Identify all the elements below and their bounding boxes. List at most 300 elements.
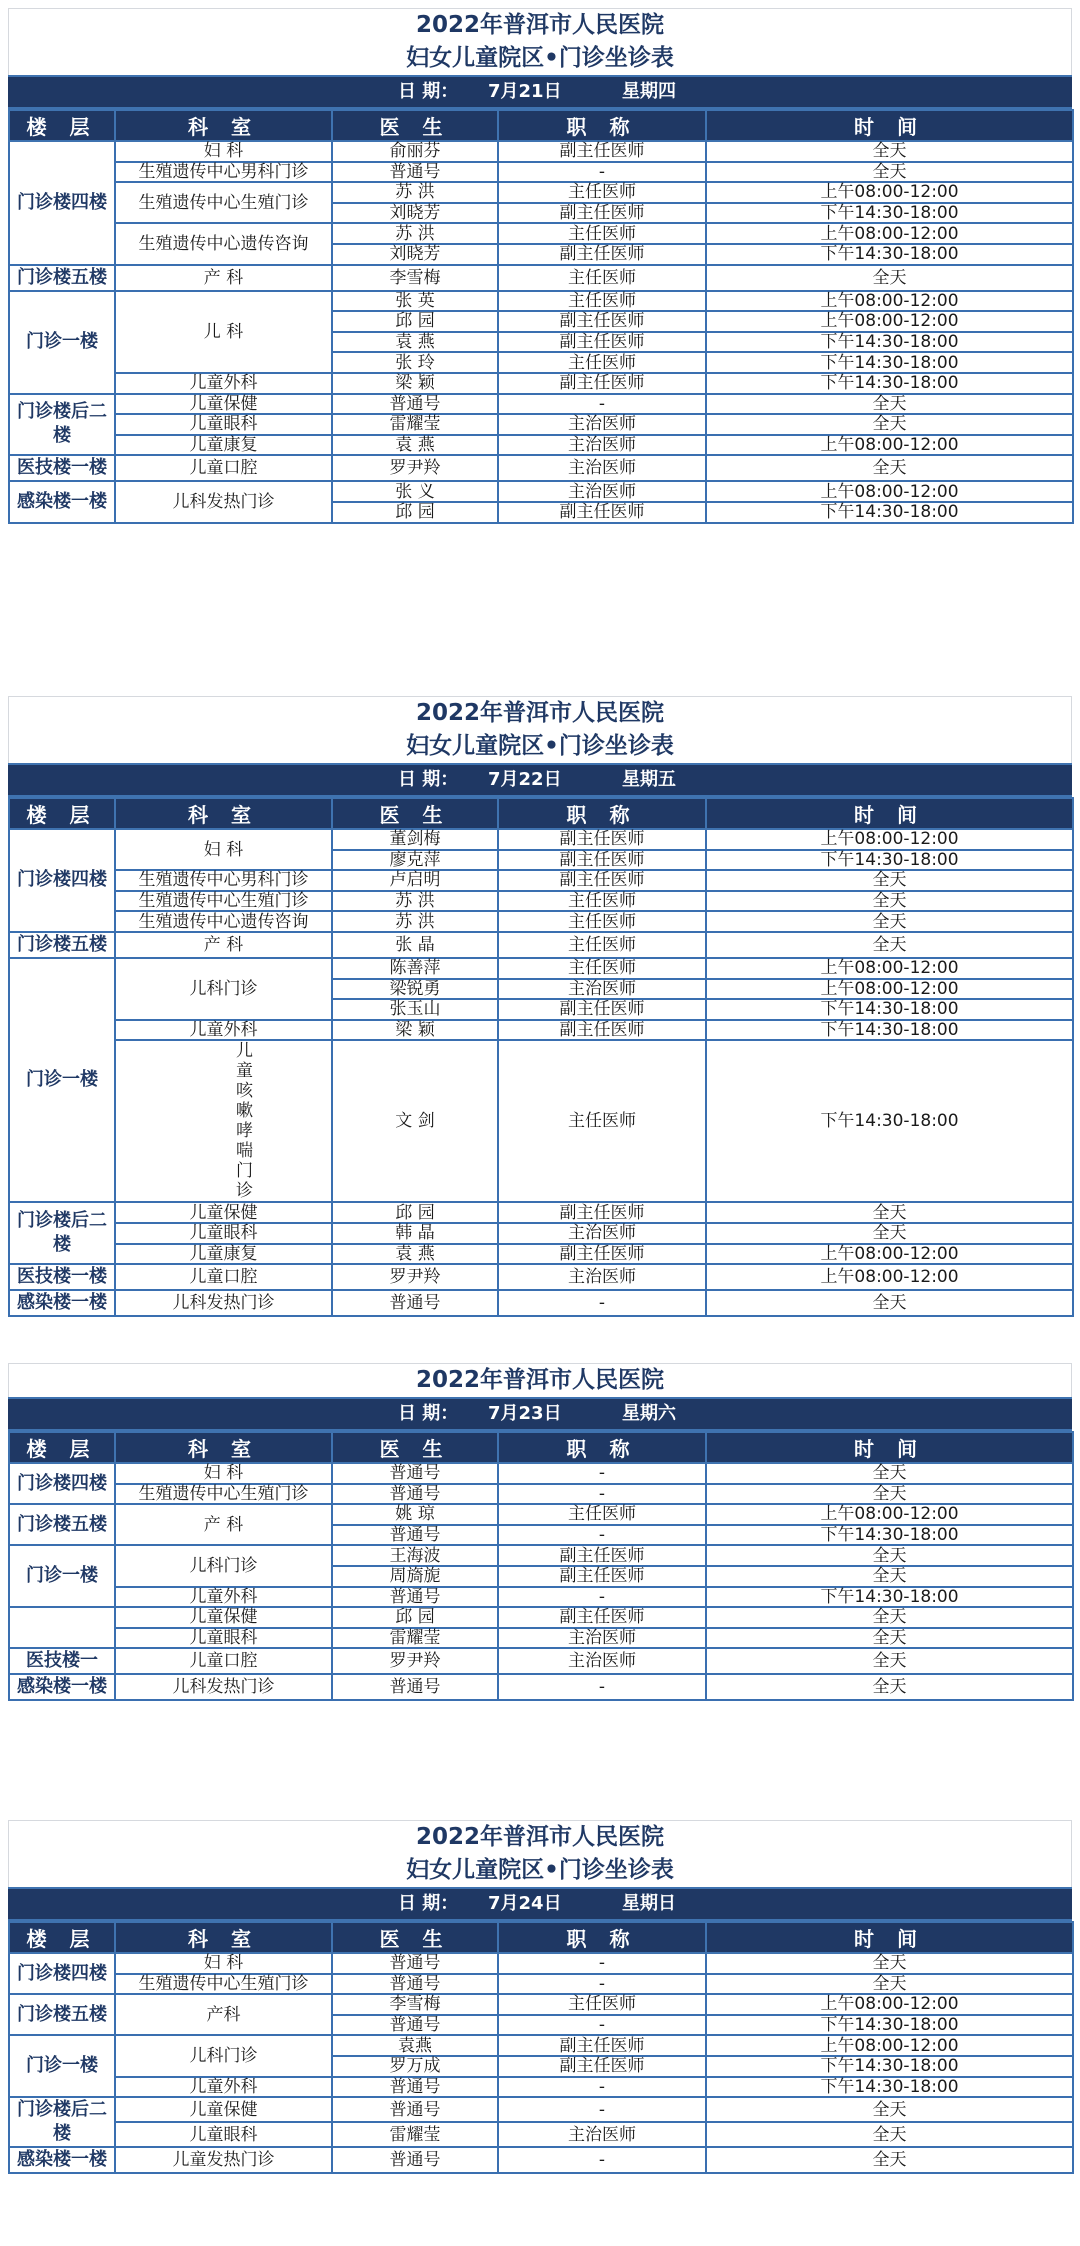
table-row — [9, 1545, 1073, 1566]
title-cell: 主治医师 — [498, 2122, 706, 2147]
department-cell: 生殖遗传中心生殖门诊 — [115, 1974, 332, 1995]
title-cell: - — [498, 2077, 706, 2098]
header-time: 时 间 — [706, 1432, 1073, 1463]
department-cell: 儿童眼科 — [115, 1223, 332, 1244]
time-cell: 下午14:30-18:00 — [706, 2056, 1073, 2077]
title-cell: - — [498, 1587, 706, 1608]
title-cell: 副主任医师 — [498, 1020, 706, 1041]
date-bar — [8, 1887, 1072, 1921]
time-cell: 全天 — [706, 891, 1073, 912]
title-line: 妇女儿童院区•门诊坐诊表 — [406, 733, 674, 759]
doctor-cell: 罗万成 — [332, 2056, 498, 2077]
header-title: 职 称 — [498, 1432, 706, 1463]
doctor-cell: 普通号 — [332, 394, 498, 415]
date-bar — [8, 75, 1072, 109]
department-cell: 儿童发热门诊 — [115, 2147, 332, 2173]
table-row — [9, 1674, 1073, 1700]
date-label: 日 期： — [398, 1403, 459, 1424]
schedule-sheet-0722 — [8, 696, 1072, 1317]
table-row — [9, 2077, 1073, 2098]
table-row — [9, 1628, 1073, 1649]
title-cell: 副主任医师 — [498, 311, 706, 332]
date-label: 日 期： — [398, 1893, 459, 1914]
doctor-cell: 普通号 — [332, 1525, 498, 1546]
table-row — [9, 1202, 1073, 1223]
doctor-cell: 普通号 — [332, 2147, 498, 2173]
time-cell: 下午14:30-18:00 — [706, 1040, 1073, 1202]
floor-cell: 医技楼一 — [9, 1648, 115, 1674]
title-cell: 主任医师 — [498, 265, 706, 291]
table-row — [9, 1994, 1073, 2015]
schedule-table — [8, 797, 1074, 1317]
time-cell: 全天 — [706, 1545, 1073, 1566]
sheet-title — [8, 696, 1072, 763]
header-row — [9, 798, 1073, 829]
time-cell: 全天 — [706, 1648, 1073, 1674]
department-cell: 生殖遗传中心遗传咨询 — [115, 223, 332, 264]
header-doctor: 医 生 — [332, 1432, 498, 1463]
floor-cell — [9, 1607, 115, 1648]
time-cell: 全天 — [706, 932, 1073, 958]
header-department: 科 室 — [115, 110, 332, 141]
time-cell: 上午08:00-12:00 — [706, 958, 1073, 979]
time-cell: 下午14:30-18:00 — [706, 352, 1073, 373]
department-cell: 儿童外科 — [115, 1587, 332, 1608]
doctor-cell: 韩 晶 — [332, 1223, 498, 1244]
time-cell: 全天 — [706, 1628, 1073, 1649]
time-cell: 下午14:30-18:00 — [706, 244, 1073, 265]
doctor-cell: 普通号 — [332, 1974, 498, 1995]
table-row — [9, 1223, 1073, 1244]
department-cell: 生殖遗传中心男科门诊 — [115, 870, 332, 891]
doctor-cell: 雷耀莹 — [332, 1628, 498, 1649]
time-cell: 全天 — [706, 455, 1073, 481]
weekday-value: 星期六 — [622, 1403, 676, 1424]
title-cell: 主治医师 — [498, 1648, 706, 1674]
floor-cell: 门诊一楼 — [9, 1545, 115, 1607]
table-row — [9, 435, 1073, 456]
floor-cell: 门诊楼四楼 — [9, 1463, 115, 1504]
floor-cell: 医技楼一楼 — [9, 1264, 115, 1290]
title-cell: 副主任医师 — [498, 1566, 706, 1587]
doctor-cell: 普通号 — [332, 1953, 498, 1974]
weekday-value: 星期五 — [622, 769, 676, 790]
floor-cell: 门诊一楼 — [9, 2035, 115, 2097]
header-time: 时 间 — [706, 798, 1073, 829]
time-cell: 下午14:30-18:00 — [706, 1020, 1073, 1041]
floor-cell: 门诊一楼 — [9, 291, 115, 394]
department-cell: 儿科门诊 — [115, 1545, 332, 1586]
doctor-cell: 张 英 — [332, 291, 498, 312]
department-cell: 儿童眼科 — [115, 414, 332, 435]
time-cell: 全天 — [706, 911, 1073, 932]
time-cell: 全天 — [706, 162, 1073, 183]
doctor-cell: 俞丽芬 — [332, 141, 498, 162]
time-cell: 上午08:00-12:00 — [706, 2035, 1073, 2056]
doctor-cell: 张 玲 — [332, 352, 498, 373]
doctor-cell: 梁 颖 — [332, 373, 498, 394]
title-cell: 副主任医师 — [498, 332, 706, 353]
title-cell: 副主任医师 — [498, 2056, 706, 2077]
title-cell: 主任医师 — [498, 911, 706, 932]
title-cell: 主治医师 — [498, 979, 706, 1000]
time-cell: 上午08:00-12:00 — [706, 182, 1073, 203]
floor-cell: 医技楼一楼 — [9, 455, 115, 481]
department-cell: 儿童口腔 — [115, 455, 332, 481]
time-cell: 全天 — [706, 870, 1073, 891]
doctor-cell: 雷耀莹 — [332, 414, 498, 435]
doctor-cell: 普通号 — [332, 1587, 498, 1608]
floor-cell: 门诊楼后二楼 — [9, 394, 115, 456]
time-cell: 上午08:00-12:00 — [706, 435, 1073, 456]
department-cell: 儿童口腔 — [115, 1648, 332, 1674]
table-row — [9, 2122, 1073, 2147]
floor-cell: 感染楼一楼 — [9, 1290, 115, 1316]
time-cell: 全天 — [706, 1566, 1073, 1587]
time-cell: 全天 — [706, 1484, 1073, 1505]
doctor-cell: 邱 园 — [332, 502, 498, 523]
title-cell: 副主任医师 — [498, 1202, 706, 1223]
header-doctor: 医 生 — [332, 798, 498, 829]
doctor-cell: 刘晓芳 — [332, 244, 498, 265]
title-cell: 主任医师 — [498, 1994, 706, 2015]
doctor-cell: 张玉山 — [332, 999, 498, 1020]
title-cell: 主治医师 — [498, 435, 706, 456]
time-cell: 全天 — [706, 141, 1073, 162]
schedule-table — [8, 1921, 1074, 2174]
sheet-title — [8, 8, 1072, 75]
table-row — [9, 291, 1073, 312]
title-line: 2022年普洱市人民医院 — [415, 12, 664, 38]
title-cell: - — [498, 1290, 706, 1316]
department-cell: 儿童康复 — [115, 1244, 332, 1265]
floor-cell: 感染楼一楼 — [9, 481, 115, 522]
title-cell: 副主任医师 — [498, 2035, 706, 2056]
table-row — [9, 1504, 1073, 1525]
table-row — [9, 162, 1073, 183]
time-cell: 下午14:30-18:00 — [706, 502, 1073, 523]
schedule-sheet-0721 — [8, 8, 1072, 524]
doctor-cell: 李雪梅 — [332, 265, 498, 291]
time-cell: 下午14:30-18:00 — [706, 2077, 1073, 2098]
time-cell: 下午14:30-18:00 — [706, 203, 1073, 224]
table-row — [9, 1290, 1073, 1316]
table-row — [9, 1648, 1073, 1674]
department-cell: 儿 科 — [115, 291, 332, 373]
table-row — [9, 1244, 1073, 1265]
title-line: 2022年普洱市人民医院 — [415, 1367, 664, 1393]
time-cell: 上午08:00-12:00 — [706, 481, 1073, 502]
department-cell: 儿童眼科 — [115, 1628, 332, 1649]
department-cell: 生殖遗传中心男科门诊 — [115, 162, 332, 183]
department-cell: 产科 — [115, 1994, 332, 2035]
department-cell: 儿科发热门诊 — [115, 1290, 332, 1316]
title-cell: - — [498, 1674, 706, 1700]
floor-cell: 门诊楼五楼 — [9, 265, 115, 291]
table-row — [9, 2035, 1073, 2056]
doctor-cell: 普通号 — [332, 1674, 498, 1700]
header-department: 科 室 — [115, 1922, 332, 1953]
doctor-cell: 雷耀莹 — [332, 2122, 498, 2147]
department-cell: 妇 科 — [115, 829, 332, 870]
time-cell: 上午08:00-12:00 — [706, 1504, 1073, 1525]
doctor-cell: 普通号 — [332, 2077, 498, 2098]
title-cell: - — [498, 2147, 706, 2173]
table-row — [9, 911, 1073, 932]
doctor-cell: 罗尹羚 — [332, 1264, 498, 1290]
table-row — [9, 891, 1073, 912]
table-row — [9, 1607, 1073, 1628]
date-bar — [8, 1397, 1072, 1431]
sheet-title — [8, 1363, 1072, 1397]
doctor-cell: 普通号 — [332, 2015, 498, 2036]
department-cell: 妇 科 — [115, 1953, 332, 1974]
table-row — [9, 1463, 1073, 1484]
department-cell: 产 科 — [115, 1504, 332, 1545]
title-cell: 主任医师 — [498, 1040, 706, 1202]
time-cell: 全天 — [706, 1974, 1073, 1995]
department-cell: 生殖遗传中心生殖门诊 — [115, 1484, 332, 1505]
table-row — [9, 141, 1073, 162]
time-cell: 下午14:30-18:00 — [706, 1525, 1073, 1546]
header-title: 职 称 — [498, 110, 706, 141]
header-floor: 楼 层 — [9, 110, 115, 141]
table-row — [9, 870, 1073, 891]
date-value: 7月21日 — [488, 81, 562, 102]
title-cell: 副主任医师 — [498, 870, 706, 891]
title-cell: 主治医师 — [498, 1264, 706, 1290]
table-row — [9, 932, 1073, 958]
title-cell: 副主任医师 — [498, 203, 706, 224]
time-cell: 全天 — [706, 1463, 1073, 1484]
department-cell: 儿童眼科 — [115, 2122, 332, 2147]
department-cell: 产 科 — [115, 265, 332, 291]
time-cell: 全天 — [706, 1202, 1073, 1223]
title-line: 2022年普洱市人民医院 — [415, 1824, 664, 1850]
doctor-cell: 罗尹羚 — [332, 1648, 498, 1674]
time-cell: 下午14:30-18:00 — [706, 332, 1073, 353]
doctor-cell: 袁燕 — [332, 2035, 498, 2056]
title-cell: 主任医师 — [498, 932, 706, 958]
header-floor: 楼 层 — [9, 798, 115, 829]
schedule-sheet-0724 — [8, 1820, 1072, 2174]
time-cell: 全天 — [706, 2122, 1073, 2147]
floor-cell: 门诊一楼 — [9, 958, 115, 1202]
sheet-title — [8, 1820, 1072, 1887]
title-cell: 主任医师 — [498, 223, 706, 244]
department-cell: 生殖遗传中心遗传咨询 — [115, 911, 332, 932]
department-cell: 妇 科 — [115, 141, 332, 162]
table-row — [9, 829, 1073, 850]
title-cell: - — [498, 1463, 706, 1484]
floor-cell: 门诊楼五楼 — [9, 1994, 115, 2035]
doctor-cell: 邱 园 — [332, 311, 498, 332]
title-line: 妇女儿童院区•门诊坐诊表 — [406, 45, 674, 71]
title-cell: 副主任医师 — [498, 1607, 706, 1628]
title-cell: 副主任医师 — [498, 141, 706, 162]
time-cell: 下午14:30-18:00 — [706, 2015, 1073, 2036]
floor-cell: 感染楼一楼 — [9, 1674, 115, 1700]
doctor-cell: 卢启明 — [332, 870, 498, 891]
time-cell: 下午14:30-18:00 — [706, 1587, 1073, 1608]
floor-cell: 门诊楼四楼 — [9, 829, 115, 932]
date-label: 日 期： — [398, 81, 459, 102]
table-row — [9, 1974, 1073, 1995]
title-cell: 副主任医师 — [498, 829, 706, 850]
doctor-cell: 陈善萍 — [332, 958, 498, 979]
time-cell: 全天 — [706, 1290, 1073, 1316]
doctor-cell: 董剑梅 — [332, 829, 498, 850]
schedule-table — [8, 109, 1074, 524]
department-cell: 生殖遗传中心生殖门诊 — [115, 891, 332, 912]
weekday-value: 星期日 — [622, 1893, 676, 1914]
date-value: 7月22日 — [488, 769, 562, 790]
doctor-cell: 姚 琼 — [332, 1504, 498, 1525]
doctor-cell: 普通号 — [332, 1463, 498, 1484]
title-cell: 副主任医师 — [498, 244, 706, 265]
header-doctor: 医 生 — [332, 1922, 498, 1953]
title-cell: - — [498, 1525, 706, 1546]
title-line: 妇女儿童院区•门诊坐诊表 — [406, 1857, 674, 1883]
title-cell: 副主任医师 — [498, 1244, 706, 1265]
doctor-cell: 廖克萍 — [332, 850, 498, 871]
time-cell: 上午08:00-12:00 — [706, 311, 1073, 332]
time-cell: 下午14:30-18:00 — [706, 373, 1073, 394]
floor-cell: 门诊楼后二楼 — [9, 2097, 115, 2147]
department-cell: 儿科发热门诊 — [115, 1674, 332, 1700]
title-cell: - — [498, 2015, 706, 2036]
table-row — [9, 223, 1073, 244]
department-cell: 儿童康复 — [115, 435, 332, 456]
doctor-cell: 罗尹羚 — [332, 455, 498, 481]
time-cell: 全天 — [706, 2097, 1073, 2122]
floor-cell: 感染楼一楼 — [9, 2147, 115, 2173]
title-cell: 主任医师 — [498, 891, 706, 912]
department-cell: 产 科 — [115, 932, 332, 958]
table-row — [9, 958, 1073, 979]
title-cell: 副主任医师 — [498, 373, 706, 394]
doctor-cell: 张 义 — [332, 481, 498, 502]
doctor-cell: 文 剑 — [332, 1040, 498, 1202]
floor-cell: 门诊楼五楼 — [9, 932, 115, 958]
header-floor: 楼 层 — [9, 1922, 115, 1953]
title-cell: 主治医师 — [498, 481, 706, 502]
department-cell: 儿童咳嗽哮喘门诊 — [115, 1040, 332, 1202]
time-cell: 下午14:30-18:00 — [706, 850, 1073, 871]
time-cell: 上午08:00-12:00 — [706, 979, 1073, 1000]
doctor-cell: 普通号 — [332, 1290, 498, 1316]
time-cell: 上午08:00-12:00 — [706, 291, 1073, 312]
table-row — [9, 1484, 1073, 1505]
title-line: 2022年普洱市人民医院 — [415, 700, 664, 726]
table-row — [9, 1020, 1073, 1041]
doctor-cell: 梁锐勇 — [332, 979, 498, 1000]
date-value: 7月24日 — [488, 1893, 562, 1914]
department-cell: 儿科门诊 — [115, 958, 332, 1020]
doctor-cell: 邱 园 — [332, 1202, 498, 1223]
doctor-cell: 苏 洪 — [332, 891, 498, 912]
doctor-cell: 梁 颖 — [332, 1020, 498, 1041]
date-label: 日 期： — [398, 769, 459, 790]
table-row — [9, 1040, 1073, 1202]
doctor-cell: 普通号 — [332, 2097, 498, 2122]
doctor-cell: 普通号 — [332, 162, 498, 183]
department-cell: 儿童口腔 — [115, 1264, 332, 1290]
time-cell: 全天 — [706, 1953, 1073, 1974]
department-cell: 生殖遗传中心生殖门诊 — [115, 182, 332, 223]
department-cell: 儿童保健 — [115, 2097, 332, 2122]
table-row — [9, 1953, 1073, 1974]
title-cell: 主任医师 — [498, 352, 706, 373]
table-row — [9, 2147, 1073, 2173]
title-cell: 主任医师 — [498, 958, 706, 979]
weekday-value: 星期四 — [622, 81, 676, 102]
title-cell: 主任医师 — [498, 291, 706, 312]
title-cell: 副主任医师 — [498, 999, 706, 1020]
time-cell: 全天 — [706, 1674, 1073, 1700]
time-cell: 上午08:00-12:00 — [706, 1244, 1073, 1265]
doctor-cell: 苏 洪 — [332, 182, 498, 203]
schedule-table — [8, 1431, 1074, 1701]
header-department: 科 室 — [115, 1432, 332, 1463]
header-department: 科 室 — [115, 798, 332, 829]
time-cell: 全天 — [706, 2147, 1073, 2173]
title-cell: 主任医师 — [498, 182, 706, 203]
title-cell: 主治医师 — [498, 1628, 706, 1649]
time-cell: 上午08:00-12:00 — [706, 1994, 1073, 2015]
table-row — [9, 2097, 1073, 2122]
time-cell: 上午08:00-12:00 — [706, 829, 1073, 850]
doctor-cell: 普通号 — [332, 1484, 498, 1505]
doctor-cell: 李雪梅 — [332, 1994, 498, 2015]
department-cell: 儿童外科 — [115, 2077, 332, 2098]
header-row — [9, 1432, 1073, 1463]
table-row — [9, 481, 1073, 502]
title-cell: 副主任医师 — [498, 502, 706, 523]
doctor-cell: 刘晓芳 — [332, 203, 498, 224]
date-bar — [8, 763, 1072, 797]
doctor-cell: 邱 园 — [332, 1607, 498, 1628]
time-cell: 全天 — [706, 1223, 1073, 1244]
header-row — [9, 1922, 1073, 1953]
title-cell: 副主任医师 — [498, 850, 706, 871]
header-time: 时 间 — [706, 110, 1073, 141]
department-cell: 儿童保健 — [115, 1202, 332, 1223]
department-cell: 妇 科 — [115, 1463, 332, 1484]
header-row — [9, 110, 1073, 141]
department-cell: 儿童保健 — [115, 1607, 332, 1628]
table-row — [9, 394, 1073, 415]
doctor-cell: 袁 燕 — [332, 435, 498, 456]
table-row — [9, 182, 1073, 203]
time-cell: 全天 — [706, 1607, 1073, 1628]
doctor-cell: 袁 燕 — [332, 1244, 498, 1265]
table-row — [9, 265, 1073, 291]
header-title: 职 称 — [498, 1922, 706, 1953]
table-row — [9, 455, 1073, 481]
table-row — [9, 373, 1073, 394]
doctor-cell: 袁 燕 — [332, 332, 498, 353]
title-cell: 主治医师 — [498, 1223, 706, 1244]
time-cell: 上午08:00-12:00 — [706, 1264, 1073, 1290]
time-cell: 上午08:00-12:00 — [706, 223, 1073, 244]
title-cell: 副主任医师 — [498, 1545, 706, 1566]
title-cell: 主任医师 — [498, 1504, 706, 1525]
table-row — [9, 1587, 1073, 1608]
doctor-cell: 王海波 — [332, 1545, 498, 1566]
title-cell: - — [498, 394, 706, 415]
doctor-cell: 张 晶 — [332, 932, 498, 958]
